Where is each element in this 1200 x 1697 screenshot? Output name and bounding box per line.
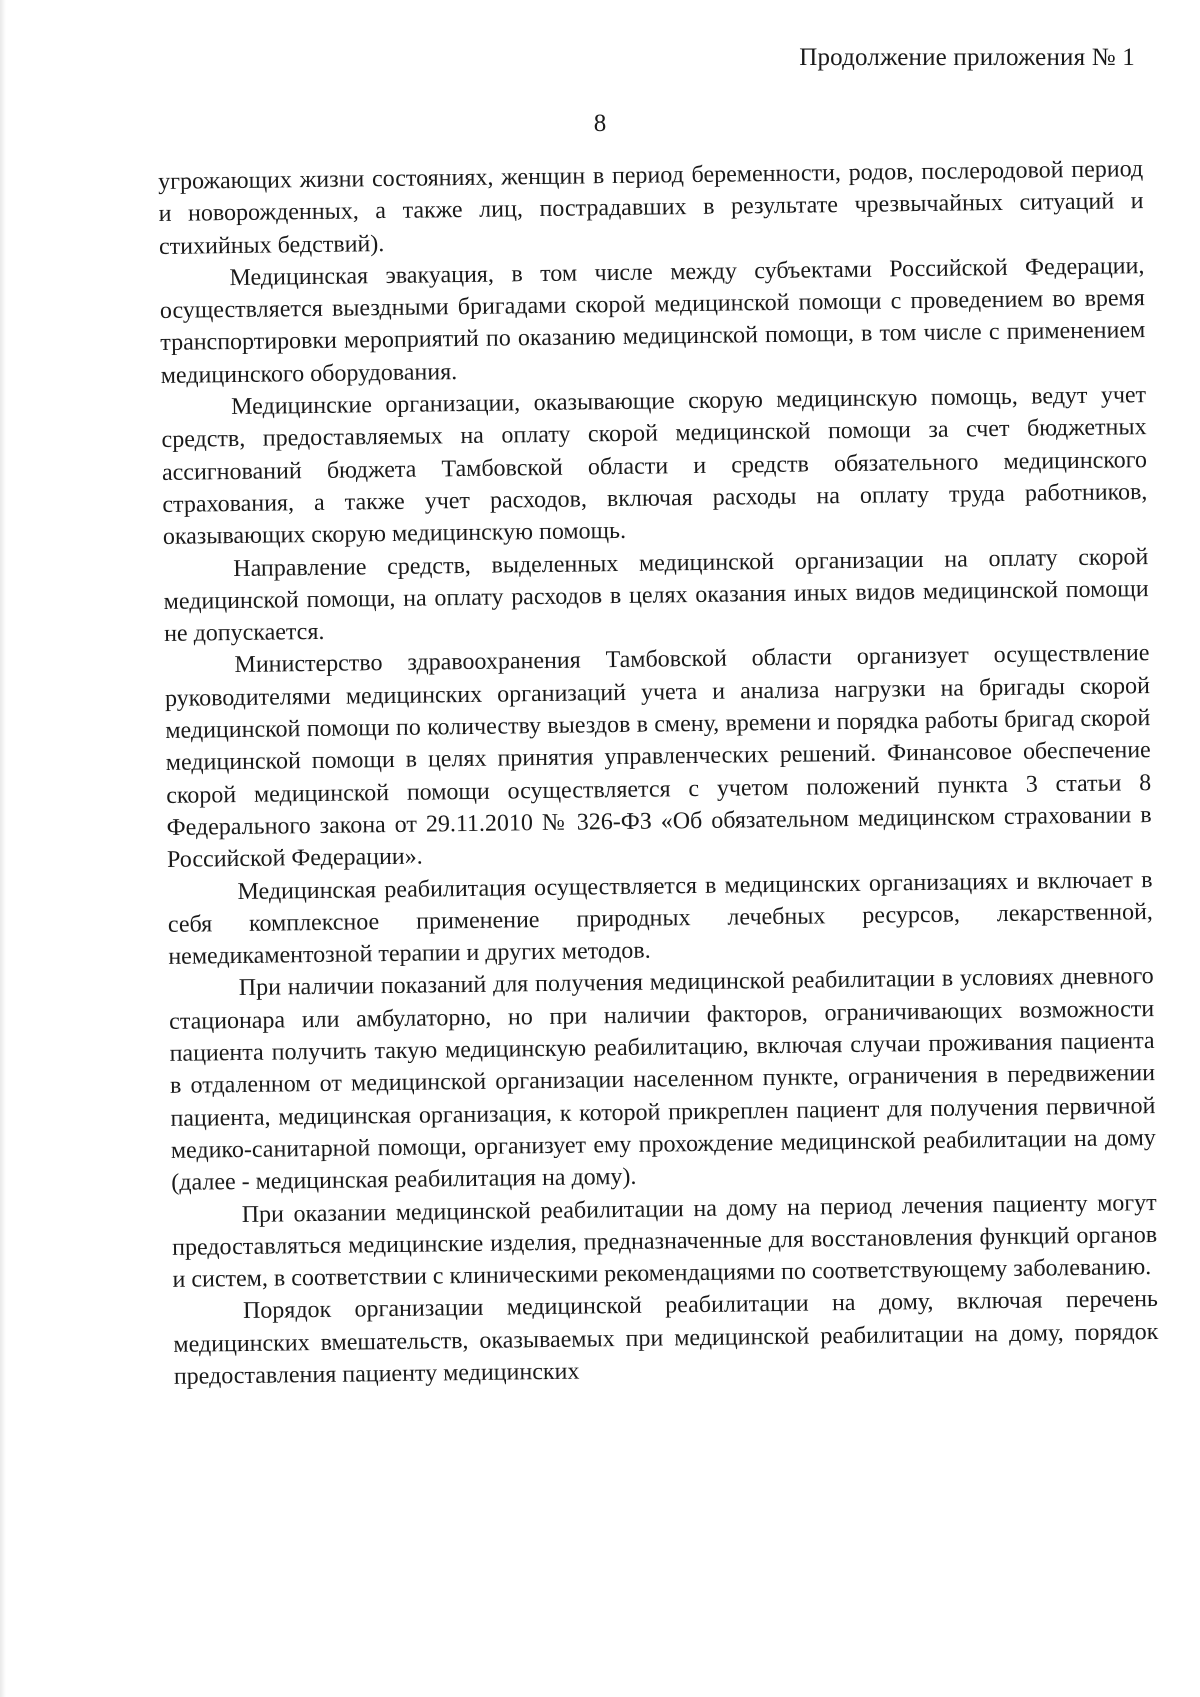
paragraph: При наличии показаний для получения медицинской реабилитации в условиях дневного стационара или амбулаторно, но при наличии факторов, ограничивающих возможности пациента получить такую медицинскую реабилитацию, включая случаи проживания пациента в отдаленном от медицинской организации населенном пункте, ограничения в передвижении пациента, медицинская организация, к которой прикреплен пациент для получения первичной медико-санитарной помощи, организует ему прохождение медицинской реабилитации на дому (далее - медицинская реабилитация на дому). [169,963,1156,1197]
paragraph: Министерство здравоохранения Тамбовской области организует осуществление руководителями медицинских организаций учета и анализа нагрузки на бригады скорой медицинской помощи по количеству выездов в смену, времени и порядка работы бригад скорой медицинской помощи в целях принятия управленческих решений. Финансовое обеспечение скорой медицинской помощи осуществляется с учетом положений пункта 3 статьи 8 Федерального закона от 29.11.2010 № 326-ФЗ «Об обязательном медицинском страховании в Российской Федерации». [164,640,1152,874]
document-body [158,153,1159,1393]
scan-edge-shadow [0,0,6,1697]
paragraph: Медицинская реабилитация осуществляется в медицинских организациях и включает в себя комплексное применение природных лечебных ресурсов, лекарственной, немедикаментозной терапии и других методов. [167,866,1154,971]
paragraph: При оказании медицинской реабилитации на дому на период лечения пациенту могут предоставляться медицинские изделия, предназначенные для восстановления функций органов и систем, в соответствии с клиническими рекомендациями по соответствующему заболеванию. [171,1189,1158,1293]
paragraph: Направление средств, выделенных медицинской организации на оплату скорой медицинской помощи, на оплату расходов в целях оказания иных видов медицинской помощи не допускается. [163,543,1149,648]
paragraph: Медицинские организации, оказывающие скорую медицинскую помощь, ведут учет средств, предоставляемых на оплату скорой медицинской помощи за счет бюджетных ассигнований бюджета Тамбовской области и средств обязательного медицинского страхования, а также учет расходов, включая расходы на оплату труда работников, оказывающих скорую медицинскую помощь. [161,382,1148,551]
paragraph: угрожающих жизни состояниях, женщин в период беременности, родов, послеродовой период и новорожденных, а также лиц, пострадавших в результате чрезвычайных ситуаций и стихийных бедствий). [158,156,1144,260]
page-number: 8 [593,110,607,137]
paragraph: Медицинская эвакуация, в том числе между субъектами Российской Федерации, осуществляется выездными бригадами скорой медицинской помощи с проведением во время транспортировки мероприятий по оказанию медицинской помощи, в том числе с применением медицинского оборудования. [159,252,1146,389]
paragraph: Порядок организации медицинской реабилитации на дому, включая перечень медицинских вмешательств, оказываемых при медицинской реабилитации на дому, порядок предоставления пациенту медицинских [173,1286,1159,1390]
appendix-continuation-header: Продолжение приложения № 1 [799,44,1135,71]
